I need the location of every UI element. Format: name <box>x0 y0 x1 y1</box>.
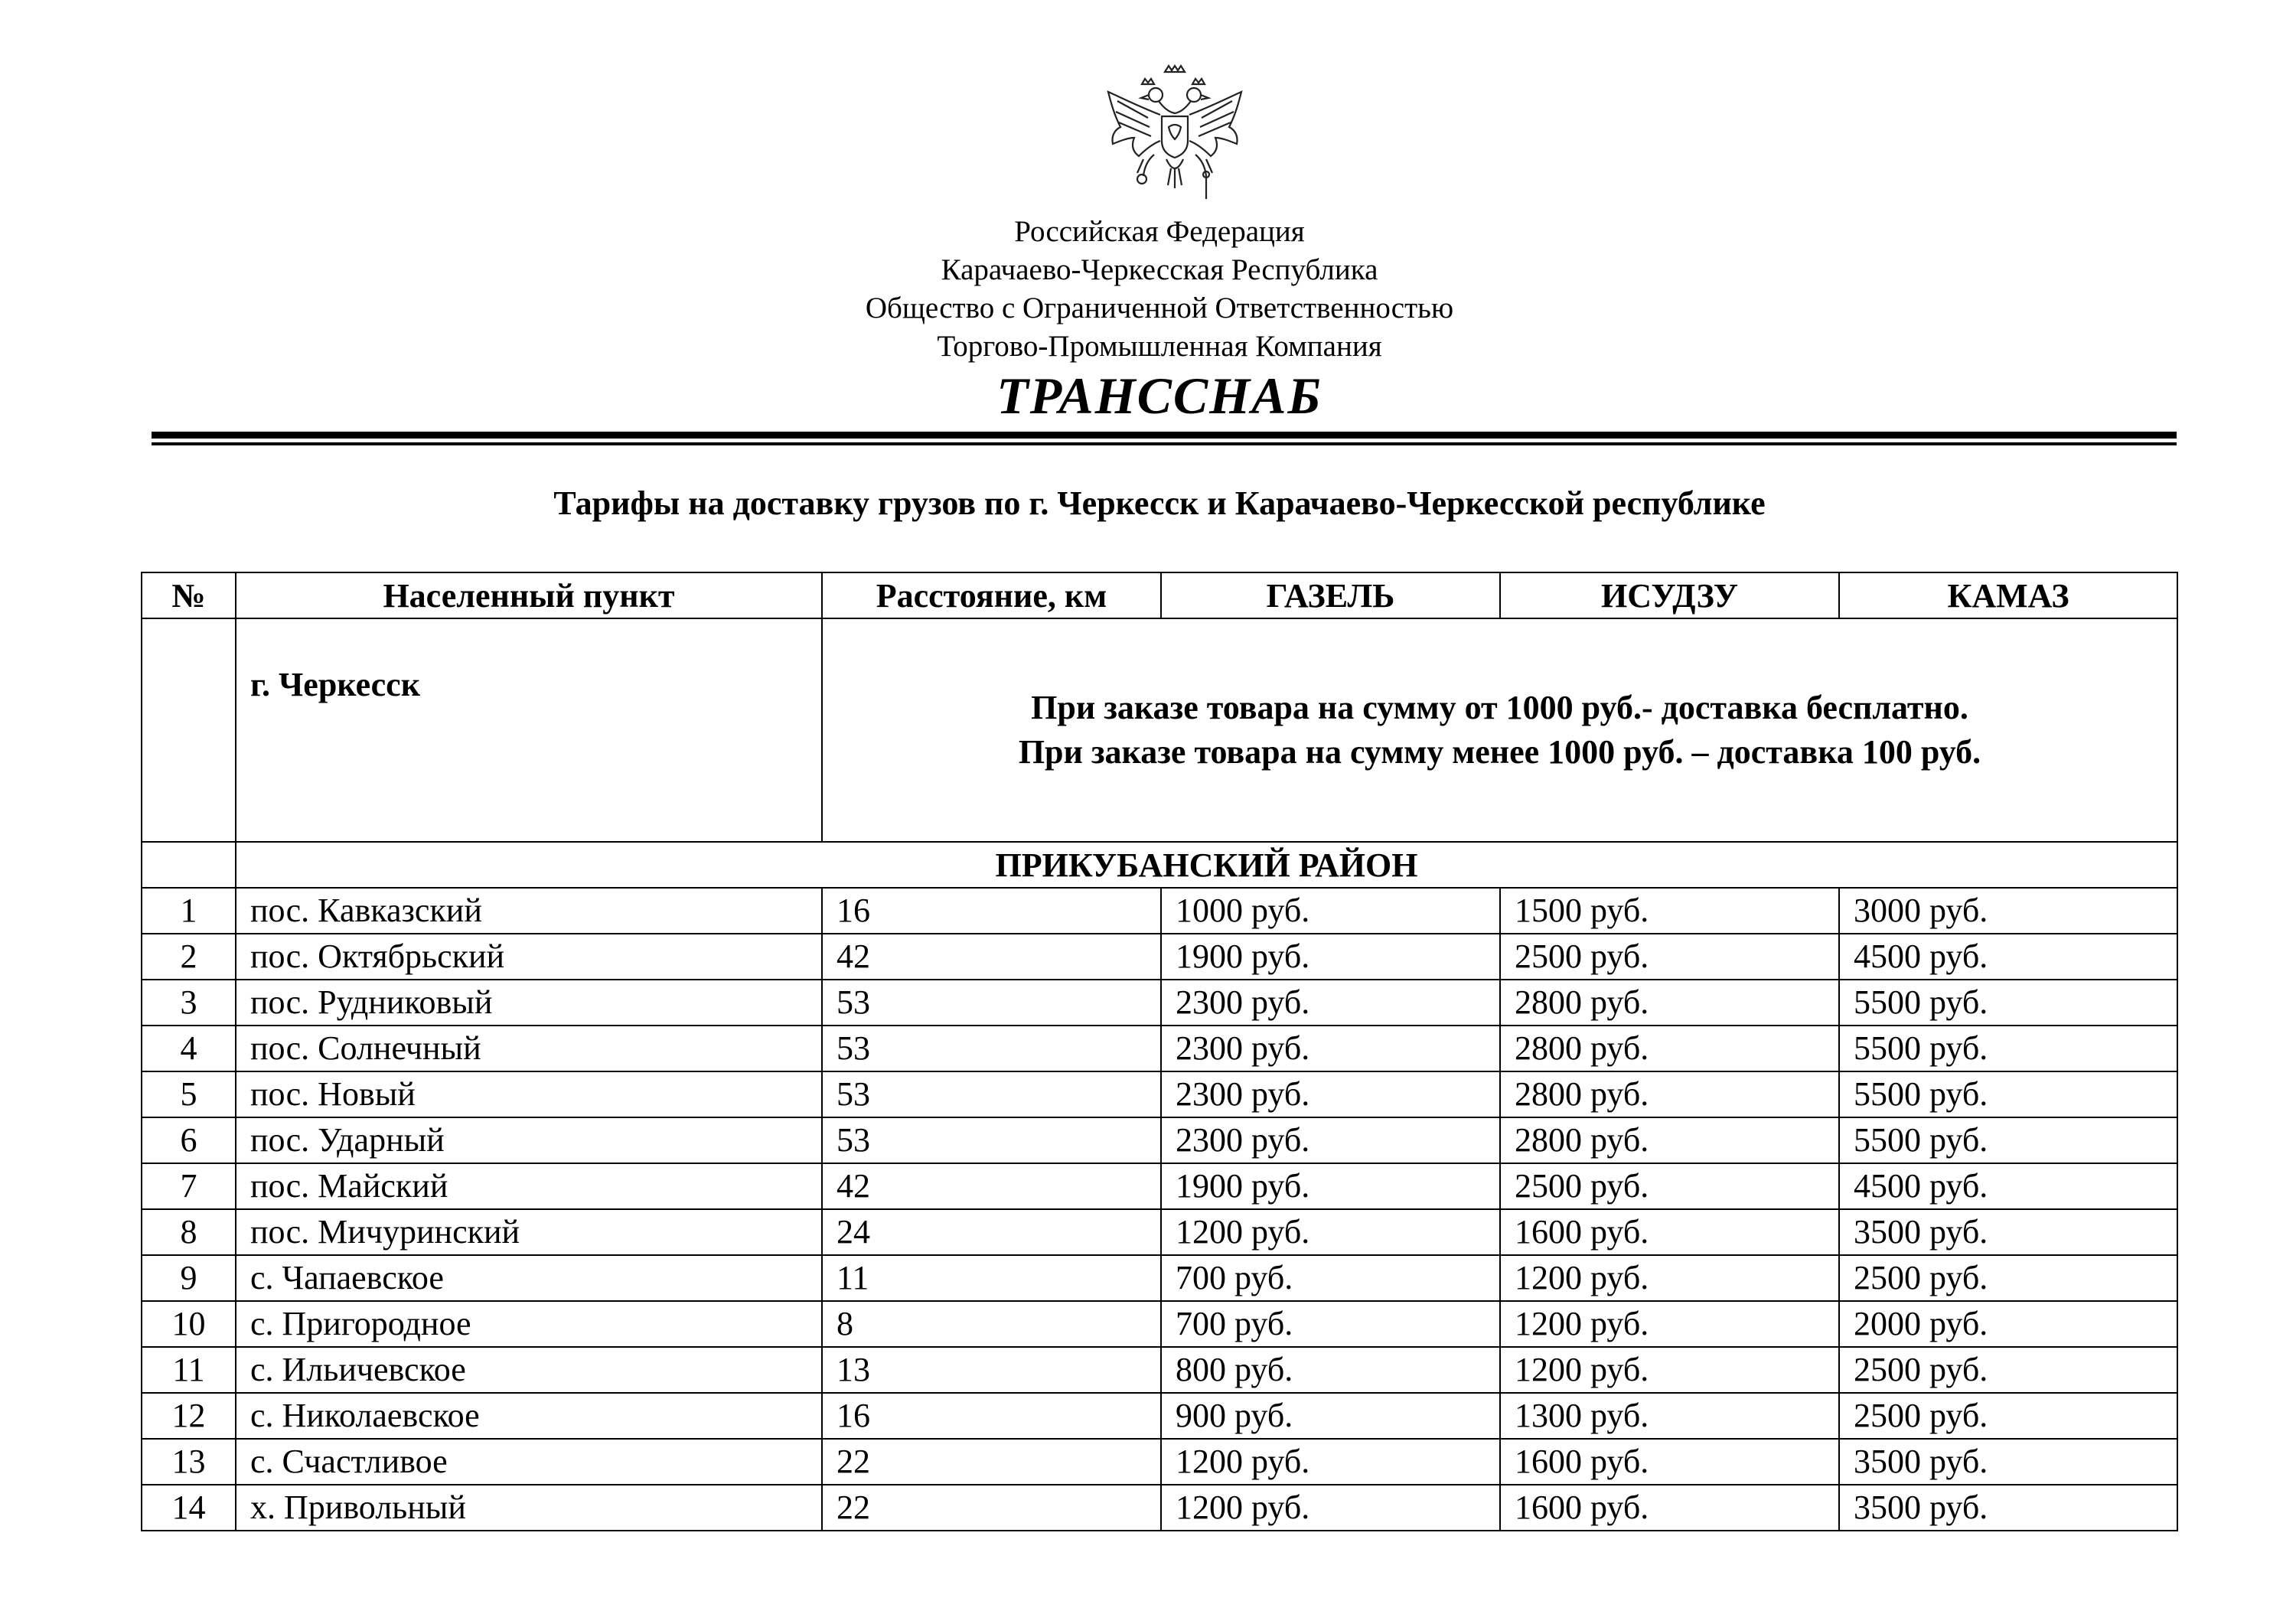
table-row <box>142 1301 2177 1347</box>
distance-km: 53 <box>822 980 1161 1026</box>
table-row <box>142 1071 2177 1117</box>
table-row <box>142 1485 2177 1531</box>
org-line-company-type: Торгово-Промышленная Компания <box>937 330 1382 363</box>
row-number: 3 <box>142 980 236 1026</box>
price-gazel: 2300 руб. <box>1161 1117 1500 1163</box>
locality-name: с. Николаевское <box>236 1393 822 1439</box>
org-line-republic: Карачаево-Черкесская Республика <box>941 253 1378 286</box>
row-number: 7 <box>142 1163 236 1209</box>
locality-name: пос. Майский <box>236 1163 822 1209</box>
price-isuzu: 2800 руб. <box>1500 1071 1839 1117</box>
distance-km: 42 <box>822 934 1161 980</box>
price-kamaz: 3000 руб. <box>1839 888 2177 934</box>
table-row <box>142 1393 2177 1439</box>
price-gazel: 1900 руб. <box>1161 934 1500 980</box>
distance-km: 53 <box>822 1026 1161 1071</box>
price-gazel: 1900 руб. <box>1161 1163 1500 1209</box>
price-kamaz: 3500 руб. <box>1839 1439 2177 1485</box>
price-gazel: 700 руб. <box>1161 1301 1500 1347</box>
city-name: г. Черкесск <box>236 618 822 842</box>
row-number: 12 <box>142 1393 236 1439</box>
distance-km: 53 <box>822 1071 1161 1117</box>
price-kamaz: 2500 руб. <box>1839 1347 2177 1393</box>
price-kamaz: 2000 руб. <box>1839 1301 2177 1347</box>
header-divider-thin <box>152 442 2177 445</box>
row-number: 6 <box>142 1117 236 1163</box>
price-gazel: 1200 руб. <box>1161 1209 1500 1255</box>
locality-name: х. Привольный <box>236 1485 822 1531</box>
table-row <box>142 1439 2177 1485</box>
section-row-number-cell <box>142 842 236 888</box>
table-row <box>142 1255 2177 1301</box>
price-kamaz: 5500 руб. <box>1839 1117 2177 1163</box>
locality-name: пос. Новый <box>236 1071 822 1117</box>
column-header-isuzu: ИСУДЗУ <box>1500 572 1839 618</box>
distance-km: 22 <box>822 1485 1161 1531</box>
price-isuzu: 1200 руб. <box>1500 1347 1839 1393</box>
row-number: 8 <box>142 1209 236 1255</box>
row-number: 1 <box>142 888 236 934</box>
price-isuzu: 1200 руб. <box>1500 1301 1839 1347</box>
distance-km: 11 <box>822 1255 1161 1301</box>
row-number: 2 <box>142 934 236 980</box>
price-isuzu: 1200 руб. <box>1500 1255 1839 1301</box>
price-isuzu: 2800 руб. <box>1500 980 1839 1026</box>
city-row-number-cell <box>142 618 236 842</box>
distance-km: 8 <box>822 1301 1161 1347</box>
locality-name: с. Пригородное <box>236 1301 822 1347</box>
org-line-country: Российская Федерация <box>1014 215 1305 248</box>
price-isuzu: 2800 руб. <box>1500 1026 1839 1071</box>
locality-name: с. Ильичевское <box>236 1347 822 1393</box>
locality-name: пос. Рудниковый <box>236 980 822 1026</box>
org-line-legal-form: Общество с Ограниченной Ответственностью <box>865 292 1454 324</box>
row-number: 13 <box>142 1439 236 1485</box>
section-row <box>142 842 2177 888</box>
price-kamaz: 5500 руб. <box>1839 1071 2177 1117</box>
locality-name: пос. Ударный <box>236 1117 822 1163</box>
header-divider-thick <box>152 432 2177 439</box>
locality-name: с. Счастливое <box>236 1439 822 1485</box>
column-header-kamaz: КАМАЗ <box>1839 572 2177 618</box>
price-isuzu: 1600 руб. <box>1500 1209 1839 1255</box>
row-number: 5 <box>142 1071 236 1117</box>
locality-name: пос. Солнечный <box>236 1026 822 1071</box>
distance-km: 53 <box>822 1117 1161 1163</box>
row-number: 4 <box>142 1026 236 1071</box>
price-gazel: 2300 руб. <box>1161 1071 1500 1117</box>
tariff-table <box>141 572 2178 1531</box>
price-kamaz: 2500 руб. <box>1839 1393 2177 1439</box>
table-row <box>142 1163 2177 1209</box>
price-kamaz: 3500 руб. <box>1839 1485 2177 1531</box>
table-row <box>142 934 2177 980</box>
table-row <box>142 1026 2177 1071</box>
table-header-row <box>142 572 2177 618</box>
price-gazel: 800 руб. <box>1161 1347 1500 1393</box>
row-number: 10 <box>142 1301 236 1347</box>
price-gazel: 2300 руб. <box>1161 980 1500 1026</box>
price-gazel: 2300 руб. <box>1161 1026 1500 1071</box>
price-gazel: 1200 руб. <box>1161 1439 1500 1485</box>
price-gazel: 1200 руб. <box>1161 1485 1500 1531</box>
locality-name: пос. Октябрьский <box>236 934 822 980</box>
section-title: ПРИКУБАНСКИЙ РАЙОН <box>236 842 2177 888</box>
column-header-number: № <box>142 572 236 618</box>
price-isuzu: 2500 руб. <box>1500 1163 1839 1209</box>
price-isuzu: 1500 руб. <box>1500 888 1839 934</box>
price-isuzu: 1600 руб. <box>1500 1439 1839 1485</box>
price-kamaz: 5500 руб. <box>1839 1026 2177 1071</box>
table-row <box>142 980 2177 1026</box>
distance-km: 16 <box>822 888 1161 934</box>
column-header-locality: Населенный пункт <box>236 572 822 618</box>
price-isuzu: 1300 руб. <box>1500 1393 1839 1439</box>
price-gazel: 1000 руб. <box>1161 888 1500 934</box>
price-kamaz: 4500 руб. <box>1839 934 2177 980</box>
organization-header <box>0 213 2296 366</box>
price-gazel: 700 руб. <box>1161 1255 1500 1301</box>
price-kamaz: 2500 руб. <box>1839 1255 2177 1301</box>
price-kamaz: 5500 руб. <box>1839 980 2177 1026</box>
price-isuzu: 2800 руб. <box>1500 1117 1839 1163</box>
locality-name: пос. Мичуринский <box>236 1209 822 1255</box>
locality-name: пос. Кавказский <box>236 888 822 934</box>
company-name: ТРАНССНАБ <box>996 367 1322 425</box>
city-note-line-2: При заказе товара на сумму менее 1000 руб. – доставка 100 руб. <box>1018 733 1981 771</box>
row-number: 9 <box>142 1255 236 1301</box>
coat-of-arms-icon <box>1094 61 1255 207</box>
city-delivery-note <box>822 618 2177 842</box>
city-row-cherkessk <box>142 618 2177 842</box>
locality-name: с. Чапаевское <box>236 1255 822 1301</box>
distance-km: 24 <box>822 1209 1161 1255</box>
price-isuzu: 1600 руб. <box>1500 1485 1839 1531</box>
table-row <box>142 1347 2177 1393</box>
price-gazel: 900 руб. <box>1161 1393 1500 1439</box>
document-title: Тарифы на доставку грузов по г. Черкесск и Карачаево-Черкесской республике <box>553 484 1766 522</box>
price-kamaz: 4500 руб. <box>1839 1163 2177 1209</box>
city-note-line-1: При заказе товара на сумму от 1000 руб.- доставка бесплатно. <box>1031 689 1968 726</box>
price-isuzu: 2500 руб. <box>1500 934 1839 980</box>
table-row <box>142 1117 2177 1163</box>
column-header-gazel: ГАЗЕЛЬ <box>1161 572 1500 618</box>
row-number: 14 <box>142 1485 236 1531</box>
table-row <box>142 888 2177 934</box>
price-kamaz: 3500 руб. <box>1839 1209 2177 1255</box>
column-header-distance: Расстояние, км <box>822 572 1161 618</box>
distance-km: 16 <box>822 1393 1161 1439</box>
table-row <box>142 1209 2177 1255</box>
row-number: 11 <box>142 1347 236 1393</box>
distance-km: 13 <box>822 1347 1161 1393</box>
distance-km: 42 <box>822 1163 1161 1209</box>
distance-km: 22 <box>822 1439 1161 1485</box>
